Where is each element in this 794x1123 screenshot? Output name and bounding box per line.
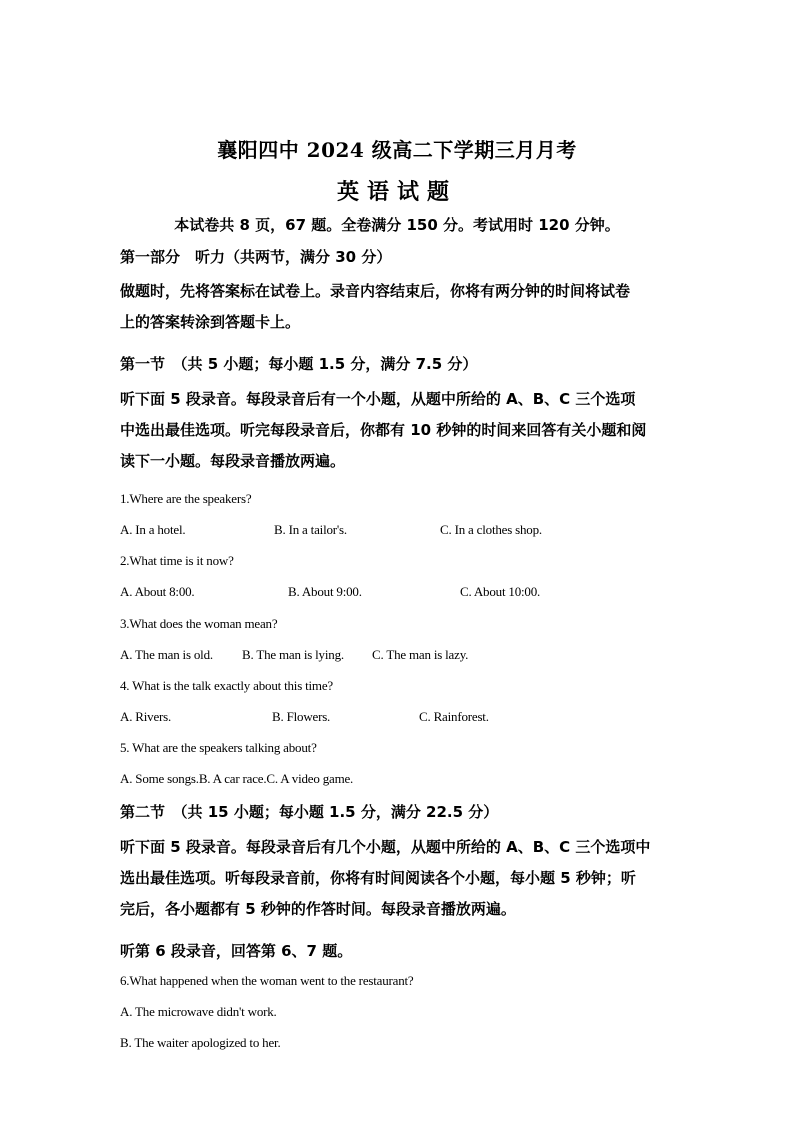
part1-heading: 第一部分 听力（共两节，满分 30 分） — [120, 248, 392, 266]
question-2-option-c: C. About 10:00. — [460, 584, 541, 599]
question-6-option-a: A. The microwave didn't work. — [120, 1004, 277, 1019]
question-6-stem: 6.What happened when the woman went to the restaurant? — [120, 973, 414, 988]
exam-subtitle: 英语试题 — [336, 179, 457, 205]
part1-instruction-line1: 做题时，先将答案标在试卷上。录音内容结束后，你将有两分钟的时间将试卷 — [120, 282, 631, 300]
question-6-option-b: B. The waiter apologized to her. — [120, 1035, 281, 1050]
question-3-option-a: A. The man is old. — [120, 647, 213, 662]
section1-instruction-line3: 读下一小题。每段录音播放两遍。 — [120, 452, 346, 470]
section2-instruction-line2: 选出最佳选项。听每段录音前，你将有时间阅读各个小题，每小题 5 秒钟；听 — [120, 869, 636, 887]
section1-heading: 第一节 （共 5 小题；每小题 1.5 分，满分 7.5 分） — [120, 355, 478, 373]
part1-instruction-line2: 上的答案转涂到答题卡上。 — [120, 313, 301, 331]
question-4-option-c: C. Rainforest. — [419, 709, 489, 724]
section2-subheading: 听第 6 段录音，回答第 6、7 题。 — [120, 942, 353, 960]
question-1-stem: 1.Where are the speakers? — [120, 491, 252, 506]
question-4-stem: 4. What is the talk exactly about this time? — [120, 678, 333, 693]
question-1-option-c: C. In a clothes shop. — [440, 522, 542, 537]
question-5-options: A. Some songs.B. A car race.C. A video game. — [120, 771, 354, 786]
question-5-stem: 5. What are the speakers talking about? — [120, 740, 317, 755]
question-2-stem: 2.What time is it now? — [120, 553, 234, 568]
question-1-option-a: A. In a hotel. — [120, 522, 186, 537]
question-4-option-a: A. Rivers. — [120, 709, 172, 724]
question-2-option-a: A. About 8:00. — [120, 584, 195, 599]
exam-title: 襄阳四中 2024 级高二下学期三月月考 — [217, 138, 577, 162]
section2-heading: 第二节 （共 15 小题；每小题 1.5 分，满分 22.5 分） — [120, 803, 499, 821]
question-3-option-c: C. The man is lazy. — [372, 647, 469, 662]
question-3-option-b: B. The man is lying. — [242, 647, 344, 662]
section2-instruction-line3: 完后，各小题都有 5 秒钟的作答时间。每段录音播放两遍。 — [120, 900, 516, 918]
section1-instruction-line1: 听下面 5 段录音。每段录音后有一个小题，从题中所给的 A、B、C 三个选项 — [120, 390, 636, 408]
section1-instruction-line2: 中选出最佳选项。听完每段录音后，你都有 10 秒钟的时间来回答有关小题和阅 — [120, 421, 647, 439]
question-3-stem: 3.What does the woman mean? — [120, 616, 278, 631]
section2-instruction-line1: 听下面 5 段录音。每段录音后有几个小题，从题中所给的 A、B、C 三个选项中 — [120, 838, 651, 856]
question-1-option-b: B. In a tailor's. — [274, 522, 347, 537]
question-2-option-b: B. About 9:00. — [288, 584, 362, 599]
exam-info: 本试卷共 8 页，67 题。全卷满分 150 分。考试用时 120 分钟。 — [174, 216, 620, 234]
question-4-option-b: B. Flowers. — [272, 709, 331, 724]
